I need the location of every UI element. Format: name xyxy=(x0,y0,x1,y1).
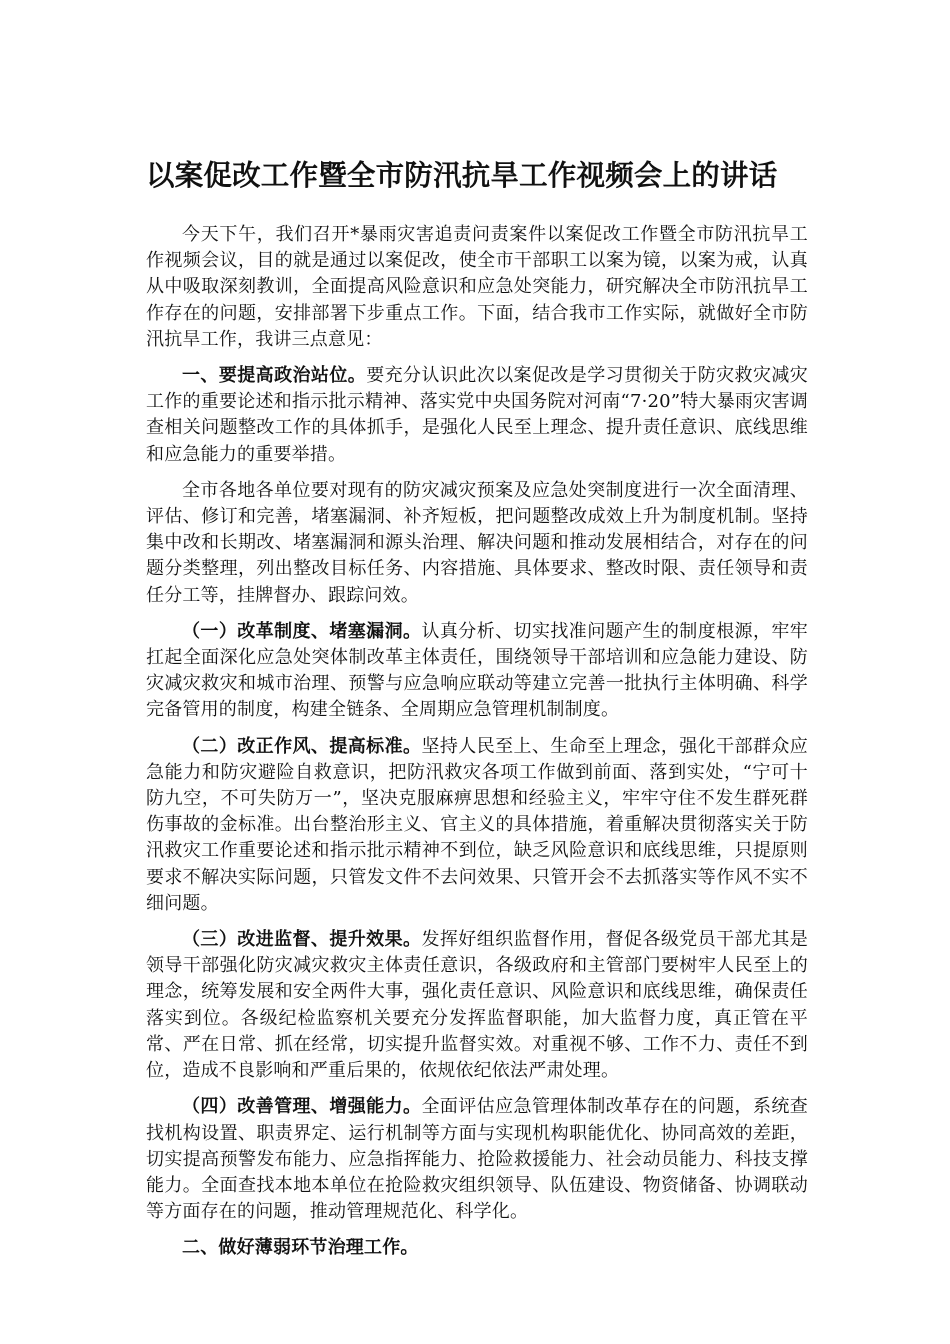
subsection-4-paragraph xyxy=(146,1094,808,1225)
subsection-1-body: 认真分析、切实找准问题产生的制度根源，牢牢扛起全面深化应急处突体制改革主体责任，围绕领导干部培训和应急能力建设、防灾减灾救灾和城市治理、预警与应急响应联动等建立完善一批执行主体明确、科学完备管用的制度，构建全链条、全周期应急管理机制制度。 xyxy=(146,620,808,721)
section-2-heading: 二、做好薄弱环节治理工作。 xyxy=(182,1237,419,1259)
subsection-3-paragraph xyxy=(146,927,808,1084)
section-1-heading: 一、要提高政治站位。 xyxy=(182,365,367,387)
section-1-body: 要充分认识此次以案促改是学习贯彻关于防灾救灾减灾工作的重要论述和指示批示精神、落实党中央国务院对河南“7·20”特大暴雨灾害调查相关问题整改工作的具体抓手，是强化人民至上理念、提升责任意识、底线思维和应急能力的重要举措。 xyxy=(146,365,808,465)
subsection-2-body: 坚持人民至上、生命至上理念，强化干部群众应急能力和防灾避险自救意识，把防汛救灾各项工作做到前面、落到实处，“宁可十防九空，不可失防万一”，坚决克服麻痹思想和经验主义，牢牢守住不发生群死群伤事故的金标准。出台整治形主义、官主义的具体措施，着重解决贯彻落实关于防汛救灾工作重要论述和指示批示精神不到位，缺乏风险意识和底线思维，只提原则要求不解决实际问题，只管发文件不去问效果、只管开会不去抓落实等作风不实不细问题。 xyxy=(146,735,808,914)
general-paragraph: 全市各地各单位要对现有的防灾减灾预案及应急处突制度进行一次全面清理、评估、修订和完善，堵塞漏洞、补齐短板，把问题整改成效上升为制度机制。坚持集中改和长期改、堵塞漏洞和源头治理、解决问题和推动发展相结合，对存在的问题分类整理，列出整改目标任务、内容措施、具体要求、整改时限、责任领导和责任分工等，挂牌督办、跟踪问效。 xyxy=(146,479,808,606)
subsection-1-heading: （一）改革制度、堵塞漏洞。 xyxy=(182,620,422,642)
section-1-paragraph xyxy=(146,363,808,468)
subsection-3-heading: （三）改进监督、提升效果。 xyxy=(182,929,422,951)
subsection-2-heading: （二）改正作风、提高标准。 xyxy=(182,735,422,757)
subsection-4-heading: （四）改善管理、增强能力。 xyxy=(182,1096,422,1118)
document-page xyxy=(146,152,808,1262)
intro-paragraph: 今天下午，我们召开*暴雨灾害追责问责案件以案促改工作暨全市防汛抗旱工作视频会议，目的就是通过以案促改，使全市干部职工以案为镜，以案为戒，认真从中吸取深刻教训，全面提高风险意识和应急处突能力，研究解决全市防汛抗旱工作存在的问题，安排部署下步重点工作。下面，结合我市工作实际，就做好全市防汛抗旱工作，我讲三点意见： xyxy=(146,224,808,350)
document-title: 以案促改工作暨全市防汛抗旱工作视频会上的讲话 xyxy=(146,158,778,192)
subsection-1-paragraph xyxy=(146,619,808,724)
subsection-2-paragraph xyxy=(146,734,808,917)
subsection-4-body: 全面评估应急管理体制改革存在的问题，系统查找机构设置、职责界定、运行机制等方面与实现机构职能优化、协同高效的差距，切实提高预警发布能力、应急指挥能力、抢险救援能力、社会动员能力、科技支撑能力。全面查找本地本单位在抢险救灾组织领导、队伍建设、物资储备、协调联动等方面存在的问题，推动管理规范化、科学化。 xyxy=(146,1096,808,1223)
subsection-3-body: 发挥好组织监督作用，督促各级党员干部尤其是领导干部强化防灾减灾救灾主体责任意识，各级政府和主管部门要树牢人民至上的理念，统筹发展和安全两件大事，强化责任意识、风险意识和底线思维，确保责任落实到位。各级纪检监察机关要充分发挥监督职能，加大监督力度，真正管在平常、严在日常、抓在经常，切实提升监督实效。对重视不够、工作不力、责任不到位，造成不良影响和严重后果的，依规依纪依法严肃处理。 xyxy=(146,929,808,1082)
